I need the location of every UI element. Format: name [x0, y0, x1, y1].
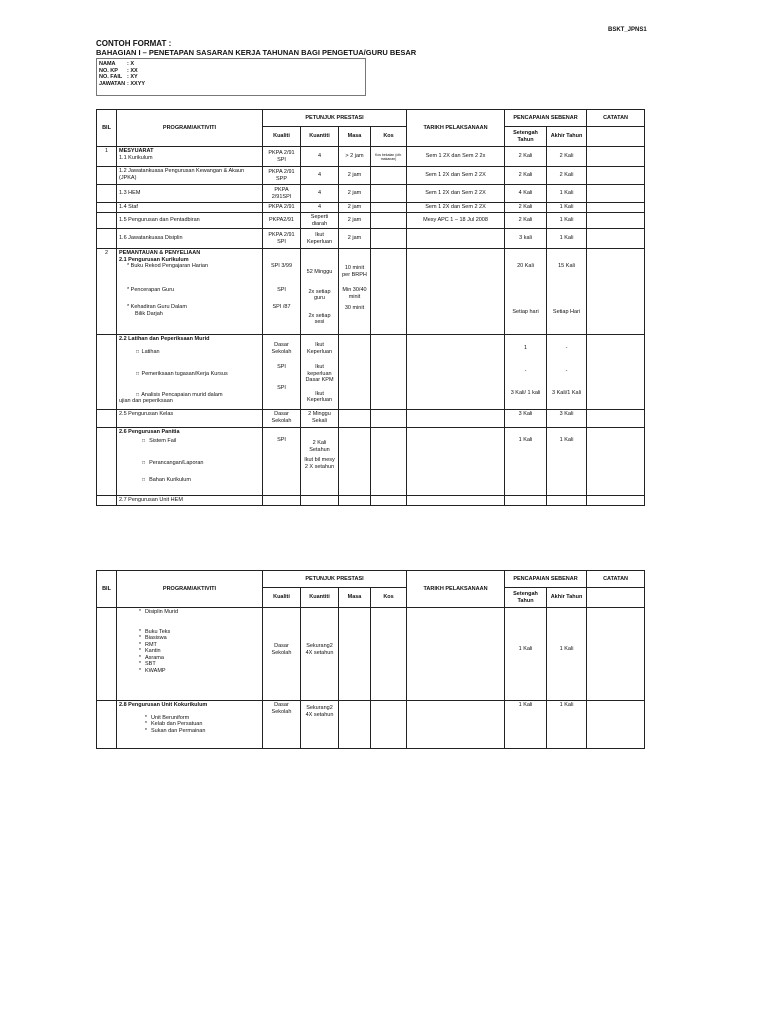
bullet-icon: * [138, 667, 142, 674]
kos-cell [371, 496, 407, 506]
kos-cell [371, 229, 407, 249]
kuantiti-cell [301, 249, 339, 335]
program-label: □ Pemeriksaan tugasan/Kerja Kursus [135, 371, 228, 377]
masa-cell [339, 496, 371, 506]
subsection-heading: 2.1 Pengurusan Kurikulum [119, 256, 189, 263]
kuantiti-cell [301, 335, 339, 410]
setengah-cell [505, 608, 547, 701]
header-program: PROGRAM/AKTIVITI [117, 110, 263, 147]
program-cell [117, 249, 263, 335]
table-row [97, 608, 645, 701]
bullet-icon: * [144, 727, 148, 734]
masa-cell: 2 jam [339, 185, 371, 203]
catatan-cell [587, 410, 645, 428]
akhir-value: 1 Kali [559, 437, 574, 443]
bullet-icon: * [138, 628, 142, 635]
kuantiti-value: 2 Kali Setahun [309, 440, 330, 453]
kuantiti-value: Sekurang2 4X setahun [305, 643, 334, 656]
header-kualiti: Kualiti [263, 588, 301, 608]
setengah-cell [505, 249, 547, 335]
akhir-value: 3 Kali/1 Kali [552, 390, 582, 396]
header-masa: Masa [339, 127, 371, 147]
header-bil: BIL [97, 571, 117, 608]
kuantiti-cell: Ikut Keperluan [301, 229, 339, 249]
masa-cell [339, 410, 371, 428]
header-catatan: CATATAN [587, 110, 645, 127]
program-cell: 1.3 HEM [117, 185, 263, 203]
header-masa: Masa [339, 588, 371, 608]
table-row [97, 249, 645, 335]
akhir-value: - [565, 345, 568, 351]
masa-value: Min 30/40 minit [342, 287, 367, 300]
catatan-cell [587, 249, 645, 335]
bullet-icon: * [138, 609, 142, 615]
subsection-heading: 2.8 Pengurusan Unit Kokurikulum [119, 702, 208, 708]
list-item: * Buku Teks [119, 629, 260, 636]
program-cell: 1.2 Jawatankuasa Pengurusan Kewangan & Akaun (JPKA) [117, 167, 263, 185]
program-cell [117, 147, 263, 167]
program-label: □ Bahan Kurikulum [141, 476, 191, 483]
setengah-value: 1 Kali [518, 646, 533, 652]
program-label-cont: Bilik Darjah [135, 310, 163, 317]
program-label-cont: ujian dan peperiksaan [119, 398, 173, 404]
program-cell [117, 335, 263, 410]
program-cell [117, 608, 263, 701]
program-cell: 2.7 Pengurusan Unit HEM [117, 496, 263, 506]
masa-cell: 2 jam [339, 203, 371, 213]
header-catatan: CATATAN [587, 571, 645, 588]
program-label: * Buku Rekod Pengajaran Harian [127, 263, 209, 269]
bullet-icon: * [138, 635, 142, 641]
bil-cell: 1 [97, 147, 117, 167]
info-label: NAMA [99, 61, 116, 67]
kuantiti-cell [301, 428, 339, 496]
bil-cell [97, 608, 117, 701]
tarikh-cell [407, 229, 505, 249]
kualiti-value: SPI [277, 364, 286, 370]
bil-cell [97, 167, 117, 185]
bullet-icon: * [138, 641, 142, 648]
header-catatan-sub [587, 127, 645, 147]
kuantiti-cell: 4 [301, 147, 339, 167]
bil-cell [97, 185, 117, 203]
kualiti-cell [263, 608, 301, 701]
setengah-cell [505, 496, 547, 506]
bil-cell [97, 213, 117, 229]
header-kualiti: Kualiti [263, 127, 301, 147]
kualiti-value: SPI [277, 286, 286, 293]
setengah-cell [505, 335, 547, 410]
program-cell [117, 428, 263, 496]
header-akhir-tahun: Akhir Tahun [547, 588, 587, 608]
kuantiti-value: Ikut Keperluan [306, 342, 333, 355]
akhir-cell [547, 249, 587, 335]
table-row [97, 229, 645, 249]
kuantiti-cell: 4 [301, 185, 339, 203]
program-label: * Kehadiran Guru Dalam [127, 304, 187, 310]
kualiti-cell [263, 249, 301, 335]
tarikh-cell [407, 410, 505, 428]
kualiti-value: SPI [277, 384, 286, 391]
header-setengah-tahun: Setengah Tahun [505, 127, 547, 147]
list-item: * KWAMP [119, 668, 260, 675]
kuantiti-cell: 2 Minggu Sekali [301, 410, 339, 428]
program-cell: 1.6 Jawatankuasa Disiplin [117, 229, 263, 249]
list-item: * Sukan dan Permainan [119, 728, 260, 735]
program-label: □ Sistem Fail [141, 437, 177, 444]
info-label: JAWATAN [99, 80, 126, 87]
table-row [97, 496, 645, 506]
list-item: * Unit Beruniform [119, 715, 260, 722]
kuantiti-cell [301, 496, 339, 506]
bullet-icon: * [144, 714, 148, 721]
tarikh-cell: Sem 1 2X dan Sem 2 2X [407, 185, 505, 203]
info-value: : XXYY [127, 80, 146, 87]
checkbox-icon: □ [135, 348, 140, 355]
catatan-cell [587, 213, 645, 229]
masa-value: 10 minit per BRPH [342, 265, 367, 278]
masa-cell [339, 335, 371, 410]
header-petunjuk-prestasi: PETUNJUK PRESTASI [263, 571, 407, 588]
kos-cell: Kos bekalan (cth. makanan) [371, 147, 407, 167]
setengah-cell: 2 Kali [505, 213, 547, 229]
kos-cell [371, 213, 407, 229]
akhir-cell [547, 608, 587, 701]
tarikh-cell: Sem 1 2X dan Sem 2 2X [407, 167, 505, 185]
header-bil: BIL [97, 110, 117, 147]
kuantiti-value: Ikut keperluan Dasar KPM [305, 364, 334, 383]
program-label: □ Analisis Pencapaian murid dalam [135, 391, 223, 398]
staff-info-box [96, 58, 366, 96]
program-cell: 2.5 Pengurusan Kelas [117, 410, 263, 428]
tarikh-cell [407, 335, 505, 410]
kos-cell [371, 608, 407, 701]
akhir-cell: 2 Kali [547, 147, 587, 167]
akhir-cell: 1 Kali [547, 185, 587, 203]
bullet-icon: * [138, 654, 142, 661]
setengah-cell [505, 428, 547, 496]
target-table-page1 [96, 109, 645, 506]
kuantiti-value: 52 Minggu [306, 269, 333, 275]
checkbox-icon: □ [135, 371, 140, 377]
table-row [97, 410, 645, 428]
setengah-value: Setiap hari [512, 308, 539, 315]
section-heading: MESYUARAT [119, 148, 154, 154]
catatan-cell [587, 335, 645, 410]
checkbox-icon: □ [135, 391, 140, 398]
header-pencapaian: PENCAPAIAN SEBENAR [505, 110, 587, 127]
kualiti-value: SPI /87 [272, 304, 291, 310]
tarikh-cell: Sem 1 2X dan Sem 2 2X [407, 203, 505, 213]
kuantiti-value: Sekurang2 4X setahun [305, 705, 334, 718]
setengah-value: - [524, 367, 527, 374]
akhir-value: Setiap Hari [552, 308, 581, 315]
setengah-value: 20 Kali [517, 263, 534, 269]
info-row-position [99, 81, 363, 88]
table-row [97, 203, 645, 213]
kos-cell [371, 701, 407, 749]
target-table-page2 [96, 570, 645, 749]
akhir-cell: 1 Kali [547, 701, 587, 749]
table-row [97, 213, 645, 229]
kuantiti-cell: 4 [301, 167, 339, 185]
kualiti-value: Dasar Sekolah [271, 342, 292, 355]
list-item: * Asrama [119, 655, 260, 662]
masa-cell: 2 jam [339, 167, 371, 185]
catatan-cell [587, 167, 645, 185]
info-value: : XY [127, 74, 138, 80]
kos-cell [371, 410, 407, 428]
table-row [97, 167, 645, 185]
catatan-cell [587, 701, 645, 749]
akhir-cell: 1 Kali [547, 229, 587, 249]
program-label: □ Perancangan/Laporan [141, 460, 204, 466]
kualiti-cell: Dasar Sekolah [263, 701, 301, 749]
kualiti-cell [263, 428, 301, 496]
kos-cell [371, 167, 407, 185]
tarikh-cell: Sem 1 2X dan Sem 2 2x [407, 147, 505, 167]
bil-cell [97, 428, 117, 496]
kualiti-cell: PKPA 2/91 SPP [263, 167, 301, 185]
akhir-cell: 1 Kali [547, 203, 587, 213]
section-title: BAHAGIAN I – PENETAPAN SASARAN KERJA TAHUNAN BAGI PENGETUA/GURU BESAR [96, 48, 417, 57]
program-label: * Pencerapan Guru [127, 286, 175, 293]
kos-cell [371, 203, 407, 213]
table-row [97, 701, 645, 749]
program-cell: 1.4 Staf [117, 203, 263, 213]
table-row [97, 428, 645, 496]
akhir-cell: 2 Kali [547, 167, 587, 185]
catatan-cell [587, 185, 645, 203]
masa-cell: > 2 jam [339, 147, 371, 167]
setengah-cell: 2 Kali [505, 147, 547, 167]
table-row [97, 147, 645, 167]
setengah-cell: 3 kali [505, 229, 547, 249]
catatan-cell [587, 428, 645, 496]
subsection-heading: 2.6 Pengurusan Panitia [119, 429, 180, 435]
kuantiti-cell: Seperti diarah [301, 213, 339, 229]
tarikh-cell [407, 496, 505, 506]
kos-cell [371, 249, 407, 335]
bil-cell [97, 410, 117, 428]
kos-cell [371, 428, 407, 496]
info-label: NO. FAIL [99, 74, 123, 80]
akhir-value: - [565, 367, 568, 374]
header-tarikh: TARIKH PELAKSANAAN [407, 571, 505, 608]
masa-cell [339, 608, 371, 701]
bil-cell [97, 229, 117, 249]
info-value: : X [127, 61, 135, 67]
kuantiti-cell: 4 [301, 203, 339, 213]
setengah-value: 1 [524, 345, 528, 351]
kualiti-cell: Dasar Sekolah [263, 410, 301, 428]
info-label: NO. KP [99, 67, 118, 74]
bullet-icon: * [138, 661, 142, 667]
bullet-icon: * [144, 721, 148, 727]
tarikh-cell [407, 701, 505, 749]
kos-cell [371, 335, 407, 410]
list-item: * RMT [119, 642, 260, 649]
program-label: 1.1 Kurikulum [119, 154, 153, 161]
list-item: * Kantin [119, 648, 260, 655]
bil-cell [97, 203, 117, 213]
catatan-cell [587, 496, 645, 506]
masa-cell: 2 jam [339, 229, 371, 249]
kualiti-cell: PKPA 2/91 SPI [263, 147, 301, 167]
setengah-value: 1 Kali [518, 437, 533, 443]
akhir-cell [547, 496, 587, 506]
subsection-heading: 2.2 Latihan dan Peperiksaan Murid [119, 336, 210, 342]
kualiti-cell [263, 335, 301, 410]
bullet-icon: * [138, 648, 142, 654]
kualiti-cell: PKPA 2/91 SPI [263, 229, 301, 249]
catatan-cell [587, 229, 645, 249]
setengah-cell: 2 Kali [505, 203, 547, 213]
header-setengah-tahun: Setengah Tahun [505, 588, 547, 608]
section-heading: PEMANTAUAN & PENYELIAAN [119, 250, 201, 256]
tarikh-cell [407, 428, 505, 496]
kuantiti-cell [301, 701, 339, 749]
kualiti-value: SPI [277, 437, 286, 443]
akhir-value: 1 Kali [559, 646, 574, 652]
program-cell: 1.5 Pengurusan dan Pentadbiran [117, 213, 263, 229]
bil-cell [97, 701, 117, 749]
kualiti-cell: PKPA 2/91 [263, 203, 301, 213]
list-item: * Kelab dan Persatuan [119, 721, 260, 728]
tarikh-cell [407, 249, 505, 335]
kuantiti-value: 2 X setahun [304, 463, 335, 470]
akhir-cell: 1 Kali [547, 213, 587, 229]
catatan-cell [587, 203, 645, 213]
program-cell [117, 701, 263, 749]
header-catatan-sub [587, 588, 645, 608]
list-item: * Disiplin Murid [119, 609, 260, 616]
catatan-cell [587, 608, 645, 701]
kualiti-cell [263, 496, 301, 506]
setengah-cell: 3 Kali [505, 410, 547, 428]
masa-cell [339, 428, 371, 496]
header-program: PROGRAM/AKTIVITI [117, 571, 263, 608]
catatan-cell [587, 147, 645, 167]
list-item: * Biasiswa [119, 635, 260, 642]
masa-cell [339, 249, 371, 335]
tarikh-cell: Mesy APC 1 – 18 Jul 2008 [407, 213, 505, 229]
kuantiti-value: Ikut bil mesy [304, 457, 335, 463]
bil-cell [97, 496, 117, 506]
tarikh-cell [407, 608, 505, 701]
header-kos: Kos [371, 588, 407, 608]
checkbox-icon: □ [141, 476, 146, 483]
akhir-cell: 3 Kali [547, 410, 587, 428]
setengah-cell: 4 Kali [505, 185, 547, 203]
akhir-value: 15 Kali [558, 263, 575, 269]
header-kos: Kos [371, 127, 407, 147]
setengah-cell: 1 Kali [505, 701, 547, 749]
format-title: CONTOH FORMAT : [96, 39, 172, 48]
bil-cell: 2 [97, 249, 117, 335]
setengah-value: 3 Kali/ 1 kali [510, 390, 541, 396]
header-tarikh: TARIKH PELAKSANAAN [407, 110, 505, 147]
akhir-cell [547, 335, 587, 410]
header-kuantiti: Kuantiti [301, 588, 339, 608]
kuantiti-cell [301, 608, 339, 701]
info-value: : XX [127, 67, 138, 74]
document-code: BSKT_JPNS1 [608, 27, 647, 33]
kos-cell [371, 185, 407, 203]
list-item: * SBT [119, 661, 260, 668]
kualiti-value: Dasar Sekolah [271, 643, 292, 656]
header-pencapaian: PENCAPAIAN SEBENAR [505, 571, 587, 588]
masa-value: 30 minit [344, 305, 365, 311]
header-kuantiti: Kuantiti [301, 127, 339, 147]
setengah-cell: 2 Kali [505, 167, 547, 185]
checkbox-icon: □ [141, 437, 146, 444]
table-row [97, 185, 645, 203]
kualiti-cell: PKPA 2/91SPI [263, 185, 301, 203]
checkbox-icon: □ [141, 460, 146, 466]
header-petunjuk-prestasi: PETUNJUK PRESTASI [263, 110, 407, 127]
akhir-cell [547, 428, 587, 496]
kuantiti-value: Ikut Keperluan [306, 390, 333, 403]
masa-cell [339, 701, 371, 749]
kuantiti-value: 2x setiap guru [308, 288, 331, 301]
kuantiti-value: 2x setiap sesi [308, 312, 331, 325]
kualiti-value: SPI 3/99 [270, 263, 293, 269]
header-akhir-tahun: Akhir Tahun [547, 127, 587, 147]
bil-cell [97, 335, 117, 410]
kualiti-cell: PKPA2/91 [263, 213, 301, 229]
program-label: □ Latihan [135, 348, 160, 355]
table-row [97, 335, 645, 410]
masa-cell: 2 jam [339, 213, 371, 229]
